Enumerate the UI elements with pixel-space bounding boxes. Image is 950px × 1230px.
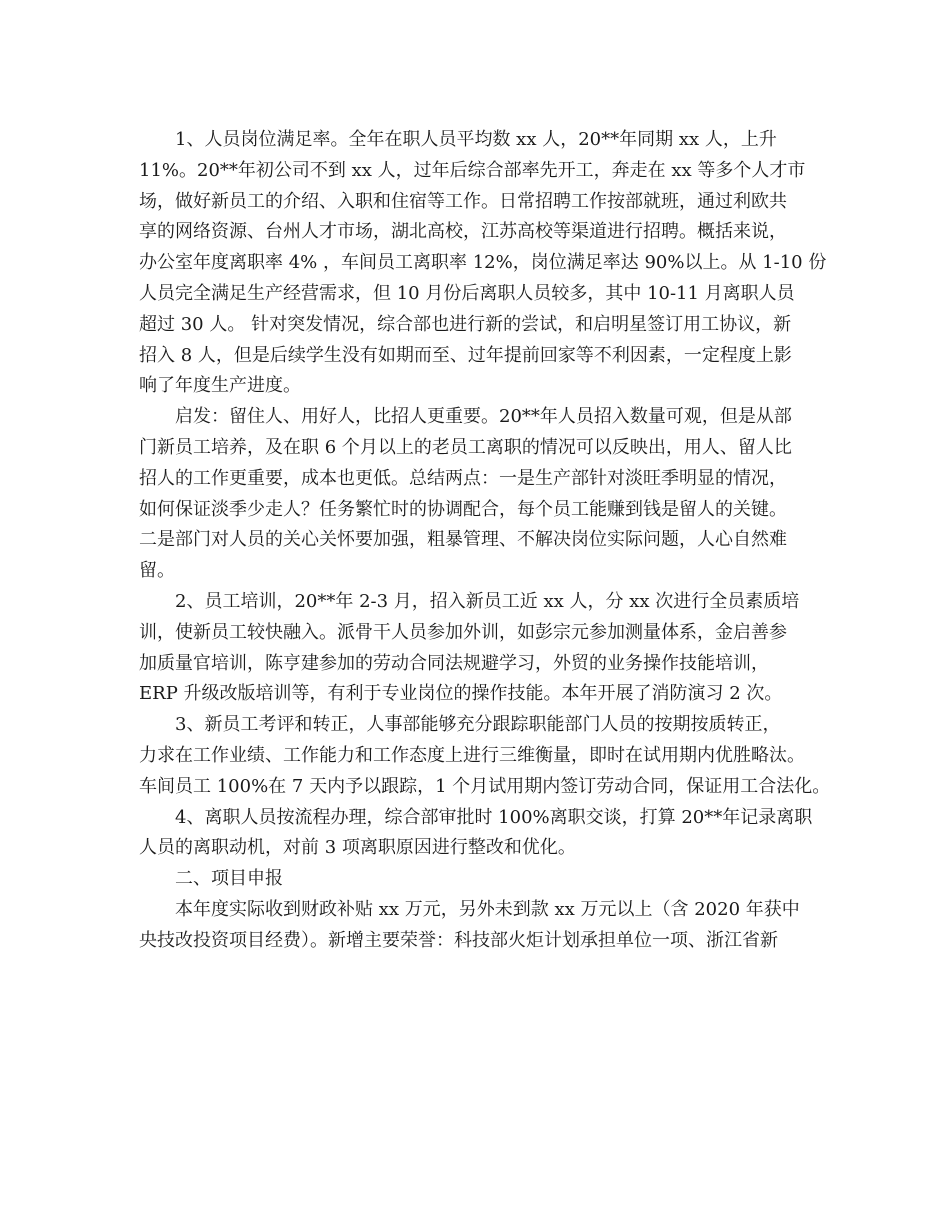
text-line: 车间员工 100%在 7 天内予以跟踪，1 个月试用期内签订劳动合同，保证用工合法化。 <box>139 775 831 797</box>
text-line: 留。 <box>139 560 175 582</box>
text-line: 4、离职人员按流程办理，综合部审批时 100%离职交谈，打算 20**年记录离职 <box>175 806 813 828</box>
text-line: 1、人员岗位满足率。全年在职人员平均数 xx 人，20**年同期 xx 人，上升 <box>175 129 777 150</box>
paragraph-resignation <box>139 803 829 865</box>
text-line: 响了年度生产进度。 <box>139 375 301 397</box>
text-line: 二是部门对人员的关心关怀要加强，粗暴管理、不解决岗位实际问题，人心自然难 <box>139 529 787 551</box>
text-line: 门新员工培养，及在职 6 个月以上的老员工离职的情况可以反映出，用人、留人比 <box>139 436 792 458</box>
paragraph-insight <box>139 402 829 587</box>
text-line: 场，做好新员工的介绍、入职和住宿等工作。日常招聘工作按部就班，通过利欧共 <box>139 190 787 212</box>
document-body <box>139 125 829 957</box>
section-heading: 二、项目申报 <box>175 868 283 890</box>
text-line: 人员的离职动机，对前 3 项离职原因进行整改和优化。 <box>139 837 576 859</box>
text-line: 享的网络资源、台州人才市场，湖北高校，江苏高校等渠道进行招聘。概括来说， <box>139 221 787 243</box>
text-line: 力求在工作业绩、工作能力和工作态度上进行三维衡量，即时在试用期内优胜略汰。 <box>139 744 805 766</box>
paragraph-evaluation <box>139 710 829 802</box>
text-line: 央技改投资项目经费）。新增主要荣誉：科技部火炬计划承担单位一项、浙江省新 <box>139 929 778 951</box>
text-line: 11%。20**年初公司不到 xx 人，过年后综合部率先开工，奔走在 xx 等多个人才市 <box>139 159 806 181</box>
text-line: 本年度实际收到财政补贴 xx 万元，另外未到款 xx 万元以上（含 2020 年获中 <box>175 898 800 920</box>
text-line: 2、员工培训，20**年 2-3 月，招入新员工近 xx 人，分 xx 次进行全员素质培 <box>175 590 800 612</box>
section-heading-project-application <box>139 864 829 895</box>
paragraph-staffing-rate <box>139 125 829 402</box>
text-line: ERP 升级改版培训等，有利于专业岗位的操作技能。本年开展了消防演习 2 次。 <box>139 683 783 705</box>
text-line: 如何保证淡季少走人？任务繁忙时的协调配合，每个员工能赚到钱是留人的关键。 <box>139 498 787 520</box>
text-line: 启发：留住人、用好人，比招人更重要。20**年人员招入数量可观，但是从部 <box>175 406 792 428</box>
text-line: 办公室年度离职率 4% ，车间员工离职率 12%，岗位满足率达 90%以上。从 1-10 份 <box>139 252 827 274</box>
text-line: 超过 30 人。 针对突发情况，综合部也进行新的尝试，和启明星签订用工协议，新 <box>139 313 792 335</box>
text-line: 加质量官培训，陈亨建参加的劳动合同法规避学习，外贸的业务操作技能培训， <box>139 652 769 674</box>
text-line: 招人的工作更重要，成本也更低。总结两点：一是生产部针对淡旺季明显的情况， <box>139 467 787 489</box>
text-line: 人员完全满足生产经营需求，但 10 月份后离职人员较多，其中 10-11 月离职人员 <box>139 282 795 304</box>
paragraph-training <box>139 587 829 710</box>
text-line: 训，使新员工较快融入。派骨干人员参加外训，如彭宗元参加测量体系，金启善参 <box>139 621 787 643</box>
text-line: 招入 8 人，但是后续学生没有如期而至、过年提前回家等不利因素，一定程度上影 <box>139 344 792 366</box>
text-line: 3、新员工考评和转正，人事部能够充分跟踪职能部门人员的按期按质转正， <box>175 714 781 736</box>
paragraph-subsidy <box>139 895 829 957</box>
